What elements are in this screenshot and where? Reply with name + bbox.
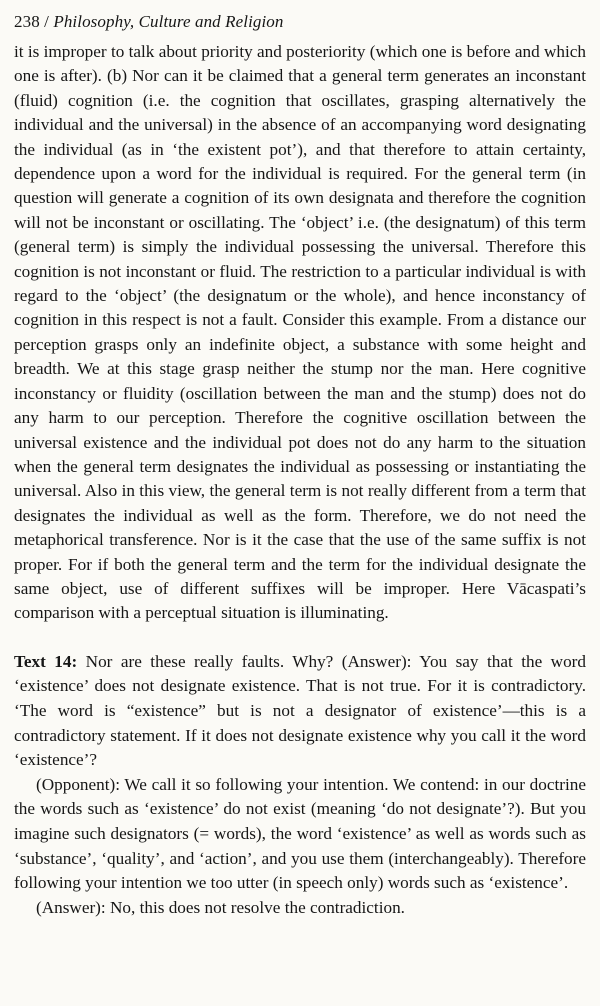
opponent-paragraph: (Opponent): We call it so following your intention. We contend: in our doctrine the words such as ‘existence’ do not exist (meaning ‘do not designate’?). But you imagine such designators (= words), the word ‘existence’ as well as words such as ‘substance’, ‘quality’, and ‘action’, and you use them (interchangeably). Therefore following your intention we too utter (in speech only) words such as ‘existence’. (14, 774, 586, 893)
paragraph-gap (14, 626, 586, 650)
body-paragraph: it is improper to talk about priority and posteriority (which one is before and which one is after). (b) Nor can it be claimed that a general term generates an inconstant (fluid) cognition (i.e. the cognition that oscillates, grasping alternatively the individual and the universal) in the absence of an accompanying word designating the individual (as in ‘the existent pot’), and that therefore to attain certainty, dependence upon a word for the individual is required. For the general term (in question will generate a cognition of its own designata and therefore the cognition will not be inconstant or oscillating. The ‘object’ i.e. (the designatum) of this term (general term) is simply the individual possessing the universal. Therefore this cognition is not inconstant or fluid. The restriction to a particular individual is with regard to the ‘object’ (the designatum or the whole), and hence inconstancy of cognition in this respect is not a fault. Consider this example. From a distance our perception grasps only an indefinite object, a substance with some height and breadth. We at this stage grasp neither the stump nor the man. Here cognitive inconstancy or fluidity (oscillation between the man and the stump) does not do any harm to our perception. Therefore the cognitive oscillation between the universal existence and the individual pot does not do any harm to the situation when the general term designates the individual as possessing or instantiating the universal. Also in this view, the general term is not really different from a term that designates the individual as well as the form. Therefore, we do not need the metaphorical transference. Nor is it the case that the use of the same suffix is not proper. For if both the general term and the term for the individual designate the same object, use of different suffixes will be improper. Here Vācaspati’s comparison with a perceptual situation is illuminating. (14, 42, 586, 623)
running-head-title: Philosophy, Culture and Religion (53, 12, 284, 31)
text14-body: Nor are these really faults. Why? (Answer): You say that the word ‘existence’ does not designate existence. That is not true. For it is contradictory. ‘The word is “existence” but is not a designator of existence’—this is a contradictory statement. If it does not designate existence why you call it the word ‘existence’? (14, 651, 586, 770)
answer-paragraph: (Answer): No, this does not resolve the contradiction. (36, 897, 405, 917)
running-head-separator: / (39, 12, 54, 31)
text14-label: Text 14: (14, 651, 78, 671)
page-number: 238 (14, 12, 40, 31)
running-head (14, 12, 586, 32)
text14-paragraph (14, 650, 586, 773)
